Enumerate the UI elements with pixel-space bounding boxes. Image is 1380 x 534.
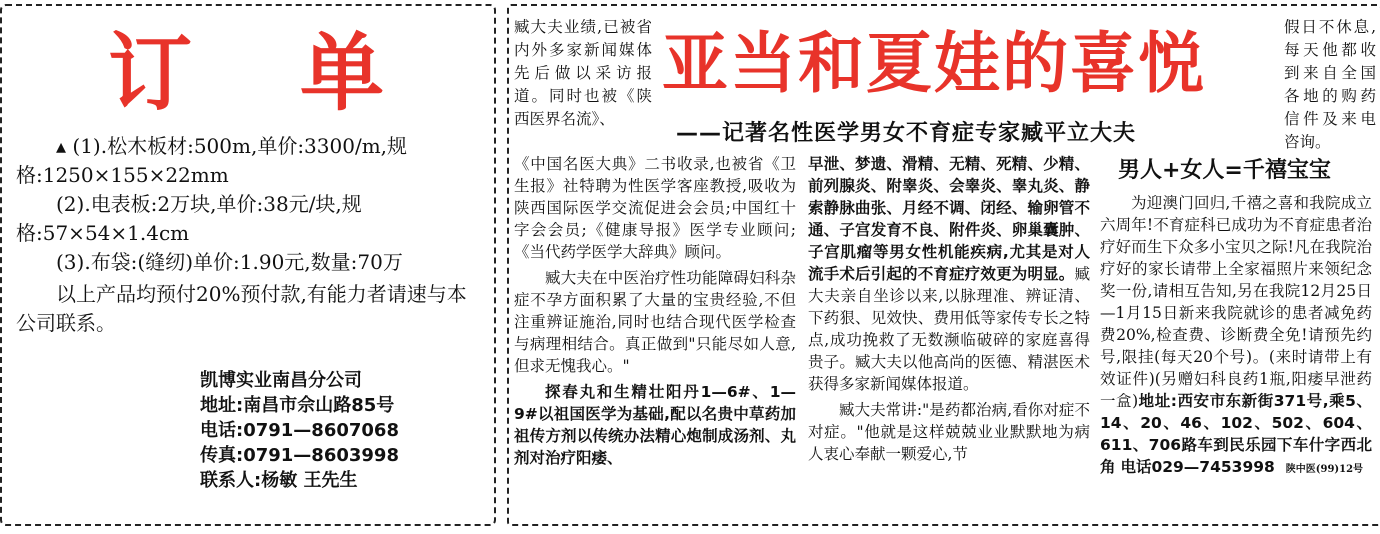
company-phone: 电话:0791—8607068 bbox=[200, 420, 399, 441]
slogan: 男人+女人=千禧宝宝 bbox=[1118, 158, 1331, 183]
order-title-right: 单 bbox=[300, 24, 385, 122]
order-item-1: ▴ (1).松木板材:500m,单价:3300/m,规格:1250×155×22mm bbox=[16, 134, 408, 187]
col2-conditions: 早泄、梦遗、滑精、无精、死精、少精、前列腺炎、附睾炎、会睾炎、睾丸炎、静索静脉曲张、月经不调、闭经、输卵管不通、子宫发育不良、附件炎、卵巢囊肿、子宫肌瘤等男女性机能疾病,尤其是对人流手术后引起的不育症疗效更为明显。 bbox=[808, 155, 1090, 283]
col3-promotion: 为迎澳门回归,千禧之喜和我院成立六周年!不育症科已成功为不育症患者治疗好而生下众多小宝贝之际!凡在我院治疗好的家长请带上全家福照片来领纪念奖一份,请相互告知,另在我院12月25日—1月15日新来我院就诊的患者减免药费20%,检查费、诊断费全免!请预先约号,限挂(每天20个号)。(来时请带上有效证件)(另赠妇科良药1瓶,阳痿早泄药一盒) bbox=[1100, 194, 1372, 410]
company-contact: 联系人:杨敏 王先生 bbox=[200, 470, 358, 491]
col1-experience: 臧大夫在中医治疗性功能障碍妇科杂症不孕方面积累了大量的宝贵经验,不但注重辨证施治,同时也结合现代医学检查与病理相结合。真正做到"只能尽如人意,但求无愧我心。" bbox=[514, 269, 796, 375]
col3-main bbox=[1100, 192, 1372, 481]
permit-number: 陕中医(99)12号 bbox=[1285, 464, 1364, 475]
headline: 亚当和夏娃的喜悦 bbox=[662, 25, 1206, 102]
col2-para bbox=[808, 153, 1090, 395]
col3-phone: 电话029—7453998 bbox=[1120, 458, 1275, 476]
col3-top: 假日不休息,每天他都收到来自全国各地的购药信件及来电咨询。 bbox=[1284, 18, 1376, 151]
col1-top: 臧大夫业绩,已被省内外多家新闻媒体先后做以采访报道。同时也被《陕西医界名流》、 bbox=[514, 18, 652, 128]
company-fax: 传真:0791—8603998 bbox=[200, 445, 399, 466]
order-note: 以上产品均预付20%预付款,有能力者请速与本公司联系。 bbox=[16, 282, 467, 335]
company-name: 凯博实业南昌分公司 bbox=[200, 370, 362, 391]
col3-para bbox=[1100, 192, 1372, 481]
order-title-left: 订 bbox=[108, 24, 193, 122]
col3-address: 地址:西安市东新街371号,乘5、14、20、46、102、502、604、611、706路车到民乐园下车什字西北角 bbox=[1100, 392, 1372, 476]
col2 bbox=[808, 153, 1090, 465]
subheadline: ——记著名性医学男女不育症专家臧平立大夫 bbox=[676, 121, 1137, 146]
order-item-2: (2).电表板:2万块,单价:38元/块,规格:57×54×1.4cm bbox=[16, 192, 362, 245]
col2-reputation: 臧大夫亲自坐诊以来,以脉理准、辨证清、下药狠、见效快、费用低等家传专长之特点,成功挽救了无数濒临破碎的家庭喜得贵子。臧大夫以他高尚的医德、精湛医术获得多家新闻媒体报道。 bbox=[808, 265, 1090, 393]
order-item-3: (3).布袋:(缝纫)单价:1.90元,数量:70万 bbox=[56, 250, 403, 274]
order-items bbox=[16, 132, 482, 338]
company-address: 地址:南昌市佘山路85号 bbox=[200, 395, 395, 416]
col2-quote: 臧大夫常讲:"是药都治病,看你对症不对症。"他就是这样兢兢业业默默地为病人衷心奉献一颗爱心,节 bbox=[808, 401, 1090, 463]
col1-main bbox=[514, 153, 796, 469]
col1-credentials: 《中国名医大典》二书收录,也被省《卫生报》社特聘为性医学客座教授,吸收为陕西国际医学交流促进会会员;中国红十字会会员;《健康导报》医学专业顾问;《当代药学医学大辞典》顾问。 bbox=[514, 155, 796, 261]
col1-products: 探春丸和生精壮阳丹1—6#、1—9#以祖国医学为基础,配以名贵中草药加祖传方剂以传统办法精心炮制成汤剂、丸剂对治疗阳痿、 bbox=[514, 383, 796, 467]
order-contact-block bbox=[200, 368, 399, 493]
